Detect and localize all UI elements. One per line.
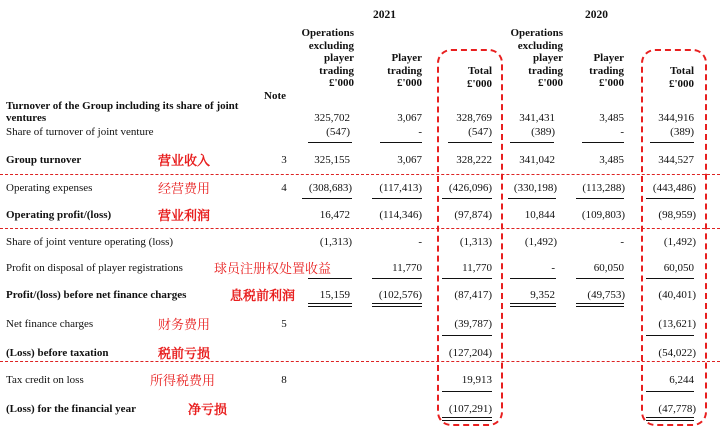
- cell: 325,155: [314, 154, 350, 166]
- cell: 10,844: [524, 209, 555, 221]
- separator-3: [0, 361, 720, 362]
- cell: -: [620, 236, 624, 248]
- cell: 15,159: [319, 289, 350, 301]
- cell: 11,770: [392, 262, 422, 274]
- ops-2020-header: Operations excluding player trading £'000: [510, 27, 563, 89]
- cell: (547): [326, 126, 350, 138]
- cell: 328,222: [456, 154, 492, 166]
- row-label-share-jv-operating-loss: Share of joint venture operating (loss): [6, 236, 174, 248]
- cell: 9,352: [530, 289, 555, 301]
- cell: (109,803): [581, 209, 625, 221]
- cn-label: 经营费用: [158, 182, 211, 197]
- row-label-loss-for-year: (Loss) for the financial year: [6, 403, 136, 415]
- row-label-turnover-incl-jv: Turnover of the Group including its share of joint ventures: [6, 100, 239, 124]
- cn-label: 净亏损: [188, 403, 228, 418]
- row-label-profit-disposal: Profit on disposal of player registrations: [6, 262, 183, 274]
- cell: 3,067: [397, 112, 422, 124]
- total-2021-header: Total £'000: [466, 65, 492, 90]
- row-label-tax-credit: Tax credit on loss: [6, 374, 84, 386]
- cell: (426,096): [448, 182, 492, 194]
- cell: -: [551, 262, 555, 274]
- cell: 3,485: [599, 112, 624, 124]
- row-label-net-finance-charges: Net finance charges: [6, 318, 94, 330]
- note-ref: 5: [281, 318, 287, 330]
- cell: 60,050: [593, 262, 624, 274]
- cell: (117,413): [379, 182, 422, 194]
- note-ref: 8: [281, 374, 287, 386]
- cell: 3,067: [397, 154, 422, 166]
- cn-label: 球员注册权处置收益: [214, 262, 332, 277]
- cell: 11,770: [462, 262, 492, 274]
- cell: 19,913: [461, 374, 492, 386]
- player-2021-header: Player trading £'000: [387, 52, 422, 89]
- cell: -: [620, 126, 624, 138]
- cell: 16,472: [319, 209, 350, 221]
- cell: (443,486): [652, 182, 696, 194]
- cell: (107,291): [448, 403, 492, 415]
- cell: (330,198): [513, 182, 557, 194]
- cn-label: 营业利润: [158, 209, 211, 224]
- cell: 344,916: [658, 112, 694, 124]
- cell: 341,042: [519, 154, 555, 166]
- cell: -: [418, 126, 422, 138]
- ops-2021-header: Operations excluding player trading £'000: [301, 27, 354, 89]
- cell: 328,769: [456, 112, 492, 124]
- cell: (389): [531, 126, 555, 138]
- cell: 325,702: [314, 112, 350, 124]
- cell: (102,576): [378, 289, 422, 301]
- cell: 341,431: [519, 112, 555, 124]
- row-label-operating-expenses: Operating expenses: [6, 182, 93, 194]
- cell: (97,874): [454, 209, 492, 221]
- note-ref: 3: [281, 154, 287, 166]
- cell: (54,022): [658, 347, 696, 359]
- cell: (47,778): [658, 403, 696, 415]
- cn-label: 财务费用: [158, 318, 211, 333]
- separator-2: [0, 228, 720, 229]
- player-2020-header: Player trading £'000: [589, 52, 624, 89]
- year-2021: 2021: [373, 9, 396, 21]
- cell: (1,492): [663, 236, 696, 248]
- cn-label: 所得税费用: [150, 374, 216, 389]
- cn-label: 税前亏损: [158, 347, 211, 362]
- cell: (547): [468, 126, 492, 138]
- row-label-share-turnover-jv: Share of turnover of joint venture: [6, 126, 154, 138]
- cell: -: [418, 236, 422, 248]
- cell: (308,683): [308, 182, 352, 194]
- cell: (87,417): [454, 289, 492, 301]
- cn-label: 息税前利润: [230, 289, 296, 304]
- note-header: Note: [264, 90, 286, 102]
- row-label-loss-before-tax: (Loss) before taxation: [6, 347, 109, 359]
- separator-1: [0, 174, 720, 175]
- cell: (389): [670, 126, 694, 138]
- cell: 60,050: [663, 262, 694, 274]
- note-ref: 4: [281, 182, 287, 194]
- cell: 3,485: [599, 154, 624, 166]
- cell: (1,492): [524, 236, 557, 248]
- cell: (1,313): [459, 236, 492, 248]
- row-label-operating-profit: Operating profit/(loss): [6, 209, 112, 221]
- cell: (98,959): [658, 209, 696, 221]
- cell: (13,621): [658, 318, 696, 330]
- cell: (40,401): [658, 289, 696, 301]
- cn-label: 营业收入: [158, 154, 211, 169]
- cell: (113,288): [582, 182, 625, 194]
- cell: 6,244: [669, 374, 694, 386]
- row-label-group-turnover: Group turnover: [6, 154, 82, 166]
- row-label-profit-before-finance: Profit/(loss) before net finance charges: [6, 289, 187, 301]
- cell: (39,787): [454, 318, 492, 330]
- cell: (114,346): [379, 209, 422, 221]
- cell: (1,313): [319, 236, 352, 248]
- cell: (49,753): [587, 289, 625, 301]
- year-2020: 2020: [585, 9, 608, 21]
- total-2020-header: Total £'000: [668, 65, 694, 90]
- cell: (127,204): [448, 347, 492, 359]
- cell: 344,527: [658, 154, 694, 166]
